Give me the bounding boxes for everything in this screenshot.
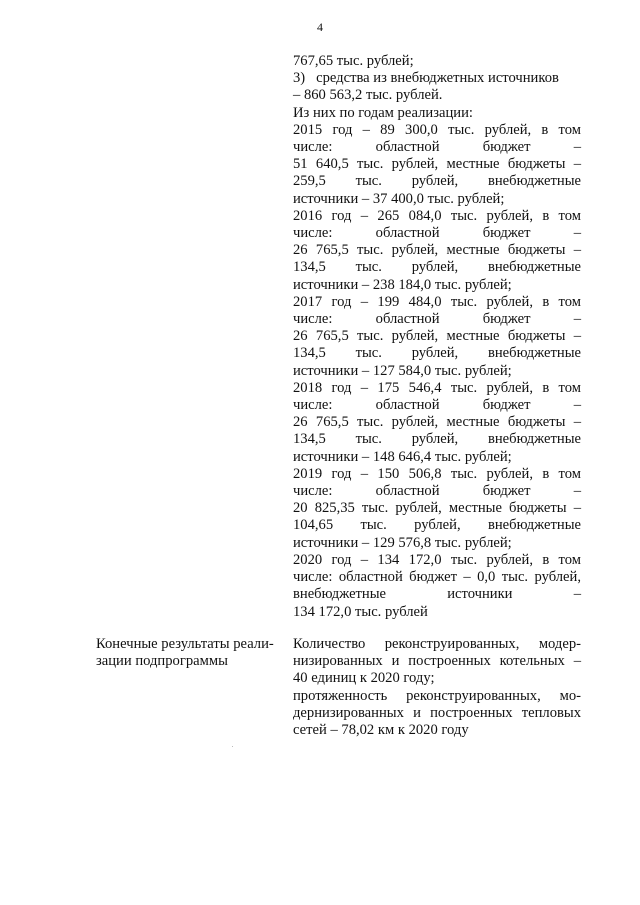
label-line: зации подпрограммы	[96, 653, 228, 670]
text-line: 40 единиц к 2020 году;	[293, 670, 435, 687]
year-block-2018	[293, 380, 581, 466]
year-block-2016	[293, 208, 581, 294]
text-line: источники – 127 584,0 тыс. рублей;	[293, 362, 512, 379]
page-number: 4	[317, 20, 323, 34]
text-line: 2017 год – 199 484,0 тыс. рублей, в том	[293, 293, 581, 310]
text-line: 2018 год – 175 546,4 тыс. рублей, в том	[293, 379, 581, 396]
text-line: источники – 238 184,0 тыс. рублей;	[293, 276, 512, 293]
text-line: числе: областной бюджет – 0,0 тыс. рублей,	[293, 569, 581, 586]
list-item-3	[293, 70, 581, 87]
text-line: источники – 129 576,8 тыс. рублей;	[293, 534, 512, 551]
results-label	[96, 636, 286, 670]
text-line: 259,5 тыс. рублей, внебюджетные	[293, 173, 581, 190]
text-line: числе: областной бюджет –	[293, 311, 581, 328]
label-line: Конечные результаты реали-	[96, 636, 274, 652]
text-line: 134,5 тыс. рублей, внебюджетные	[293, 345, 581, 362]
text-line: – 860 563,2 тыс. рублей.	[293, 87, 443, 104]
text-line: внебюджетные источники –	[293, 586, 581, 603]
text-line: 134 172,0 тыс. рублей	[293, 603, 428, 620]
year-block-2019	[293, 466, 581, 552]
text-line: сетей – 78,02 км к 2020 году	[293, 722, 469, 739]
text-line: 20 825,35 тыс. рублей, местные бюджеты –	[293, 500, 581, 517]
text-line: 51 640,5 тыс. рублей, местные бюджеты –	[293, 156, 581, 173]
text-line: источники – 148 646,4 тыс. рублей;	[293, 448, 512, 465]
text-line: 134,5 тыс. рублей, внебюджетные	[293, 259, 581, 276]
text-line: 2019 год – 150 506,8 тыс. рублей, в том	[293, 465, 581, 482]
text-line: источники – 37 400,0 тыс. рублей;	[293, 190, 505, 207]
text-line: 26 765,5 тыс. рублей, местные бюджеты –	[293, 328, 581, 345]
text-line: 134,5 тыс. рублей, внебюджетные	[293, 431, 581, 448]
text-line: 2016 год – 265 084,0 тыс. рублей, в том	[293, 207, 581, 224]
text-line: 26 765,5 тыс. рублей, местные бюджеты –	[293, 242, 581, 259]
text-line: 2015 год – 89 300,0 тыс. рублей, в том	[293, 121, 581, 138]
text-line: протяженность реконструированных, мо-	[293, 687, 581, 704]
year-block-2017	[293, 294, 581, 380]
text-line: числе: областной бюджет –	[293, 397, 581, 414]
text-line: низированных и построенных котельных –	[293, 653, 581, 670]
text-line: дернизированных и построенных тепловых	[293, 704, 581, 721]
financing-section	[293, 53, 581, 621]
text-line: 104,65 тыс. рублей, внебюджетные	[293, 517, 581, 534]
text-line: 2020 год – 134 172,0 тыс. рублей, в том	[293, 551, 581, 568]
results-text	[293, 636, 581, 739]
text-line: числе: областной бюджет –	[293, 483, 581, 500]
text-line: 767,65 тыс. рублей;	[293, 53, 414, 69]
text-line: числе: областной бюджет –	[293, 139, 581, 156]
list-number: 3)	[293, 70, 306, 87]
text-line: 26 765,5 тыс. рублей, местные бюджеты –	[293, 414, 581, 431]
text-line: Количество реконструированных, модер-	[293, 636, 581, 652]
scan-speck	[232, 746, 233, 747]
text-line: числе: областной бюджет –	[293, 225, 581, 242]
list-text: средства из внебюджетных источников	[316, 70, 559, 87]
year-block-2020	[293, 552, 581, 621]
year-block-2015	[293, 122, 581, 208]
text-line: Из них по годам реализации:	[293, 104, 473, 121]
